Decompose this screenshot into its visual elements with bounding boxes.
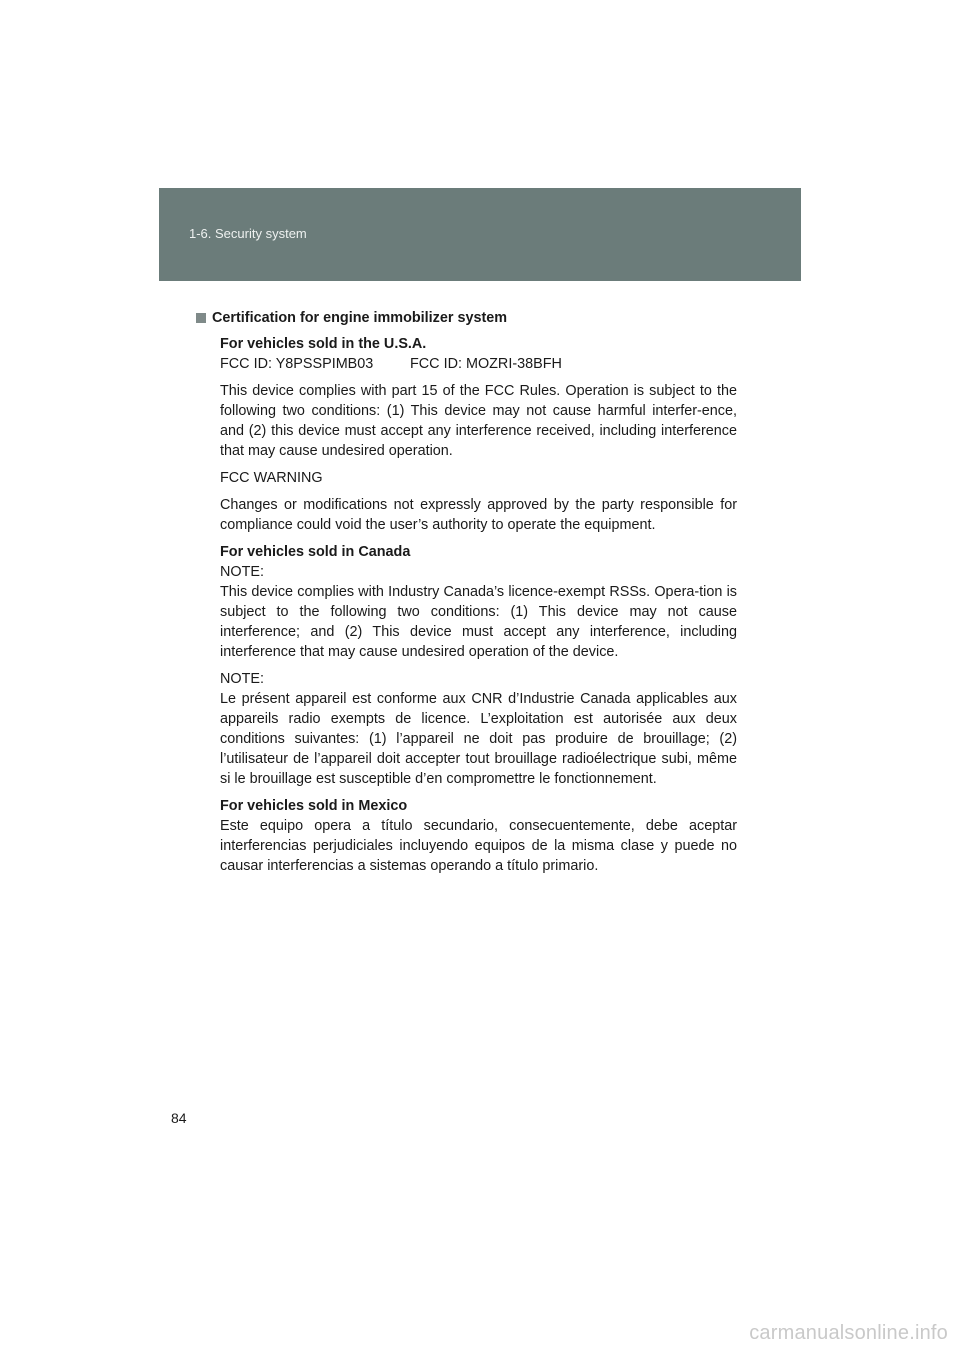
certification-heading [196, 308, 737, 328]
fcc-id-2: FCC ID: MOZRI-38BFH [410, 356, 562, 372]
canada-section [196, 542, 737, 662]
fcc-id-1: FCC ID: Y8PSSPIMB03 [220, 356, 374, 372]
fcc-warning-text: Changes or modifications not expressly approved by the party responsible for compliance could void the user’s authority to operate the equipment. [220, 497, 737, 533]
canada-note1-text: This device complies with Industry Canada’s licence-exempt RSSs. Opera-tion is subject to the following two conditions: (1) This device may not cause interference; and (2) This device must accept any interference, including interference that may cause undesired operation of the device. [220, 584, 737, 660]
fcc-warning-title: FCC WARNING [220, 470, 323, 486]
mexico-section [196, 796, 737, 876]
usa-compliance-text: This device complies with part 15 of the FCC Rules. Operation is subject to the following two conditions: (1) This device may not cause harmful interfer-ence, and (2) this device must accept any interference received, including interference that may cause undesired operation. [220, 383, 737, 459]
heading-text: Certification for engine immobilizer system [212, 310, 508, 326]
canada-french-section [196, 669, 737, 789]
fcc-id-row [220, 354, 737, 374]
canada-note2-text: Le présent appareil est conforme aux CNR d’Industrie Canada applicables aux appareils radio exempts de licence. L’exploitation est autorisée aux deux conditions suivantes: (1) l’appareil ne doit pas produire de brouillage; (2) l’utilisateur de l’appareil doit accepter tout brouillage radioélectrique subi, même si le brouillage est susceptible d’en compromettre le fonctionnement. [220, 691, 737, 787]
canada-note1-label: NOTE: [220, 564, 264, 580]
page-content [196, 308, 737, 883]
section-title: 1-6. Security system [189, 226, 307, 241]
watermark: carmanualsonline.info [749, 1322, 948, 1344]
section-header-band [159, 188, 801, 281]
mexico-title: For vehicles sold in Mexico [220, 798, 408, 814]
square-bullet-icon [196, 313, 206, 323]
page-number: 84 [171, 1110, 187, 1126]
canada-title: For vehicles sold in Canada [220, 544, 411, 560]
usa-section [196, 334, 737, 535]
usa-title: For vehicles sold in the U.S.A. [220, 336, 427, 352]
canada-note2-label: NOTE: [220, 671, 264, 687]
mexico-text: Este equipo opera a título secundario, consecuentemente, debe aceptar interferencias perjudiciales incluyendo equipos de la misma clase y puede no causar interferencias a sistemas operando a título primario. [220, 818, 737, 874]
